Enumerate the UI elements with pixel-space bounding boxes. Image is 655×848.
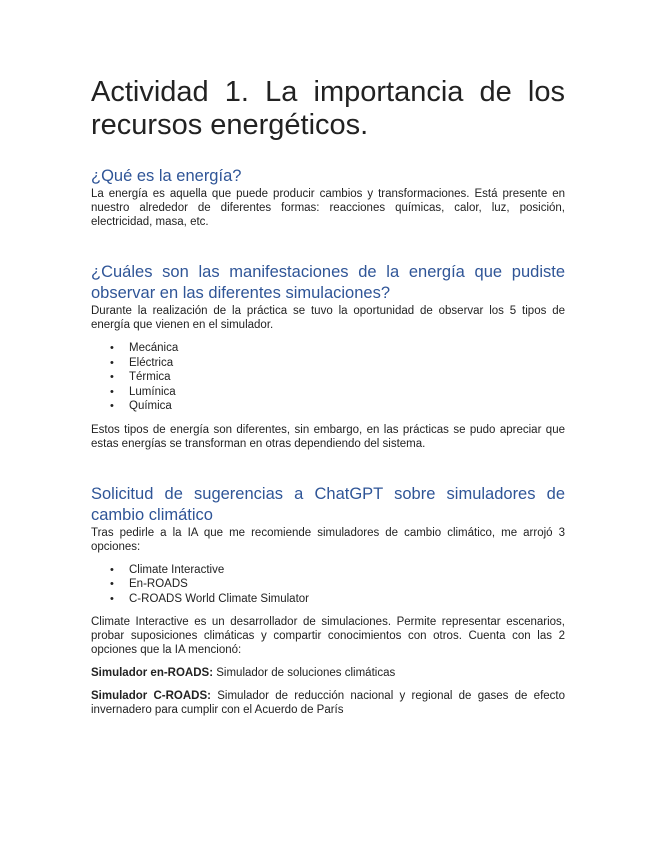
section-paragraph-energia: La energía es aquella que puede producir cambios y transformaciones. Está presente en nuestro alrededor de diferentes formas: reacciones químicas, calor, luz, posición, electricidad, masa, etc. [91, 188, 565, 228]
energy-types-list [91, 341, 565, 414]
section-intro-manifestaciones: Durante la realización de la práctica se tuvo la oportunidad de observar los 5 tipos de energía que vienen en el simulador. [91, 305, 565, 331]
section-heading-manifestaciones: ¿Cuáles son las manifestaciones de la energía que pudiste observar en las diferentes simulaciones? [91, 263, 565, 302]
simulator-c-roads-text: Simulador de reducción nacional y regional de gases de efecto invernadero para cumplir con el Acuerdo de París [91, 690, 566, 716]
page-title: Actividad 1. La importancia de los recursos energéticos. [91, 76, 565, 141]
simulator-en-roads-label: Simulador en-ROADS: [91, 667, 214, 679]
section-closing-chatgpt: Climate Interactive es un desarrollador de simulaciones. Permite representar escenarios, probar suposiciones climáticas y compartir conocimientos con otros. Cuenta con las 2 opciones que la IA mencionó: [91, 616, 565, 656]
list-item: • Mecánica [91, 341, 565, 356]
simulators-list [91, 563, 565, 607]
list-item: • Lumínica [91, 385, 565, 400]
simulator-c-roads-label: Simulador C-ROADS: [91, 690, 211, 702]
list-item: • Climate Interactive [91, 563, 565, 578]
list-item: • Térmica [91, 370, 565, 385]
simulator-en-roads-text: Simulador de soluciones climáticas [213, 667, 396, 679]
simulator-en-roads-description [91, 666, 565, 680]
list-item: • Química [91, 399, 565, 414]
list-item: • C-ROADS World Climate Simulator [91, 592, 565, 607]
section-intro-chatgpt: Tras pedirle a la IA que me recomiende simuladores de cambio climático, me arrojó 3 opciones: [91, 526, 565, 553]
list-item: • Eléctrica [91, 356, 565, 371]
section-closing-manifestaciones: Estos tipos de energía son diferentes, sin embargo, en las prácticas se pudo apreciar que estas energías se transforman en otras dependiendo del sistema. [91, 423, 565, 450]
document-content [91, 76, 565, 717]
section-heading-energia: ¿Qué es la energía? [91, 167, 242, 185]
section-heading-chatgpt: Solicitud de sugerencias a ChatGPT sobre simuladores de cambio climático [91, 484, 565, 524]
list-item: • En-ROADS [91, 577, 565, 592]
simulator-c-roads-description [91, 689, 565, 717]
